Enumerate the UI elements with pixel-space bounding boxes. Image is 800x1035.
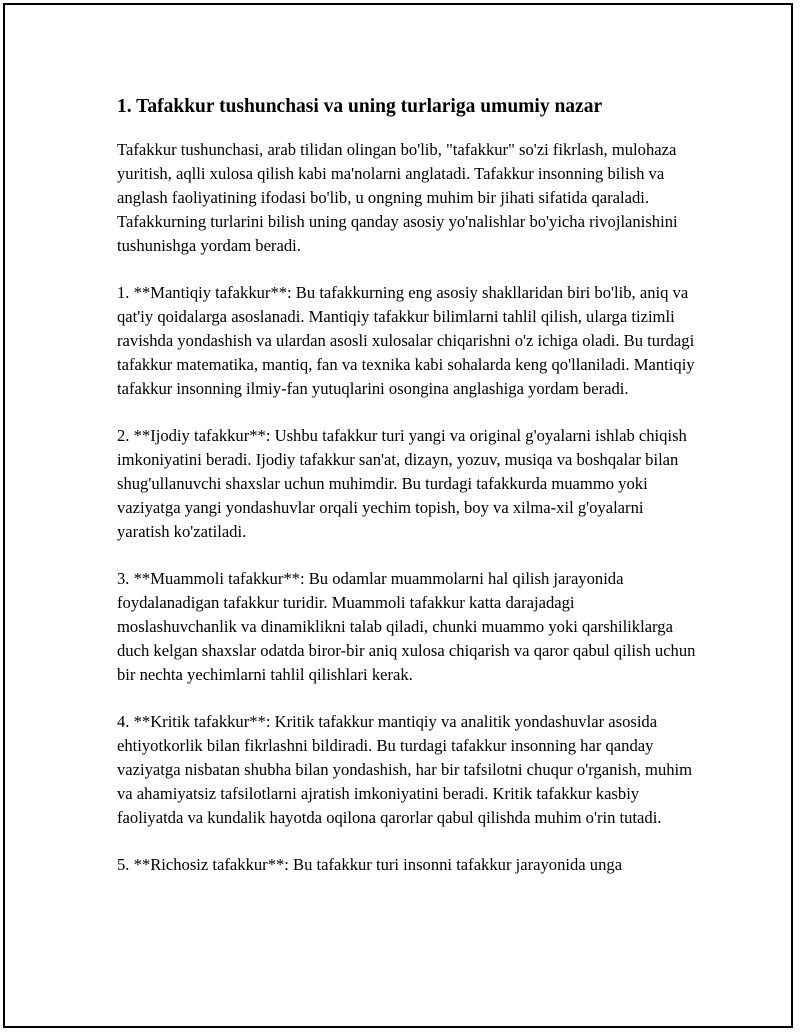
document-body (117, 94, 697, 900)
intro-paragraph: Tafakkur tushunchasi, arab tilidan olingan bo'lib, "tafakkur" so'zi fikrlash, mulohaza yuritish, aqlli xulosa qilish kabi ma'nolarni anglatadi. Tafakkur insonning bilish va anglash faoliyatining ifodasi bo'lib, u ongning muhim bir jihati sifatida qaraladi. Tafakkurning turlarini bilish uning qanday asosiy yo'nalishlar bo'yicha rivojlanishini tushunishga yordam beradi. (117, 140, 678, 255)
paragraph-richosiz-tafakkur: 5. **Richosiz tafakkur**: Bu tafakkur turi insonni tafakkur jarayonida unga (117, 855, 623, 874)
paragraph-mantiqiy-tafakkur: 1. **Mantiqiy tafakkur**: Bu tafakkurning eng asosiy shakllaridan biri bo'lib, aniq va qat'iy qoidalarga asoslanadi. Mantiqiy tafakkur bilimlarni tahlil qilish, ularga tizimli ravishda yondashish va ulardan asosli xulosalar chiqarishni o'z ichiga oladi. Bu turdagi tafakkur matematika, mantiq, fan va texnika kabi sohalarda keng qo'llaniladi. Mantiqiy tafakkur insonning ilmiy-fan yutuqlarini osongina anglashiga yordam beradi. (117, 283, 695, 398)
paragraph-ijodiy-tafakkur: 2. **Ijodiy tafakkur**: Ushbu tafakkur turi yangi va original g'oyalarni ishlab chiqish imkoniyatini beradi. Ijodiy tafakkur san'at, dizayn, yozuv, musiqa va boshqalar bilan shug'ullanuvchi shaxslar uchun muhimdir. Bu turdagi tafakkurda muammo yoki vaziyatga yangi yondashuvlar orqali yechim topish, boy va xilma-xil g'oyalarni yaratish ko'zatiladi. (117, 426, 687, 541)
paragraph-muammoli-tafakkur: 3. **Muammoli tafakkur**: Bu odamlar muammolarni hal qilish jarayonida foydalanadigan tafakkur turidir. Muammoli tafakkur katta darajadagi moslashuvchanlik va dinamiklikni talab qiladi, chunki muammo yoki qarshiliklarga duch kelgan shaxslar odatda biror-bir aniq xulosa chiqarish va qaror qabul qilish uchun bir nechta yechimlarni tahlil qilishlari kerak. (117, 569, 696, 684)
paragraph-kritik-tafakkur: 4. **Kritik tafakkur**: Kritik tafakkur mantiqiy va analitik yondashuvlar asosida ehtiyotkorlik bilan fikrlashni bildiradi. Bu turdagi tafakkur insonning har qanday vaziyatga nisbatan shubha bilan yondashish, har bir tafsilotni chuqur o'rganish, muhim va ahamiyatsiz tafsilotlarni ajratish imkoniyatini beradi. Kritik tafakkur kasbiy faoliyatda va kundalik hayotda oqilona qarorlar qabul qilishda muhim o'rin tutadi. (117, 712, 693, 827)
document-title: 1. Tafakkur tushunchasi va uning turlariga umumiy nazar (117, 96, 603, 117)
